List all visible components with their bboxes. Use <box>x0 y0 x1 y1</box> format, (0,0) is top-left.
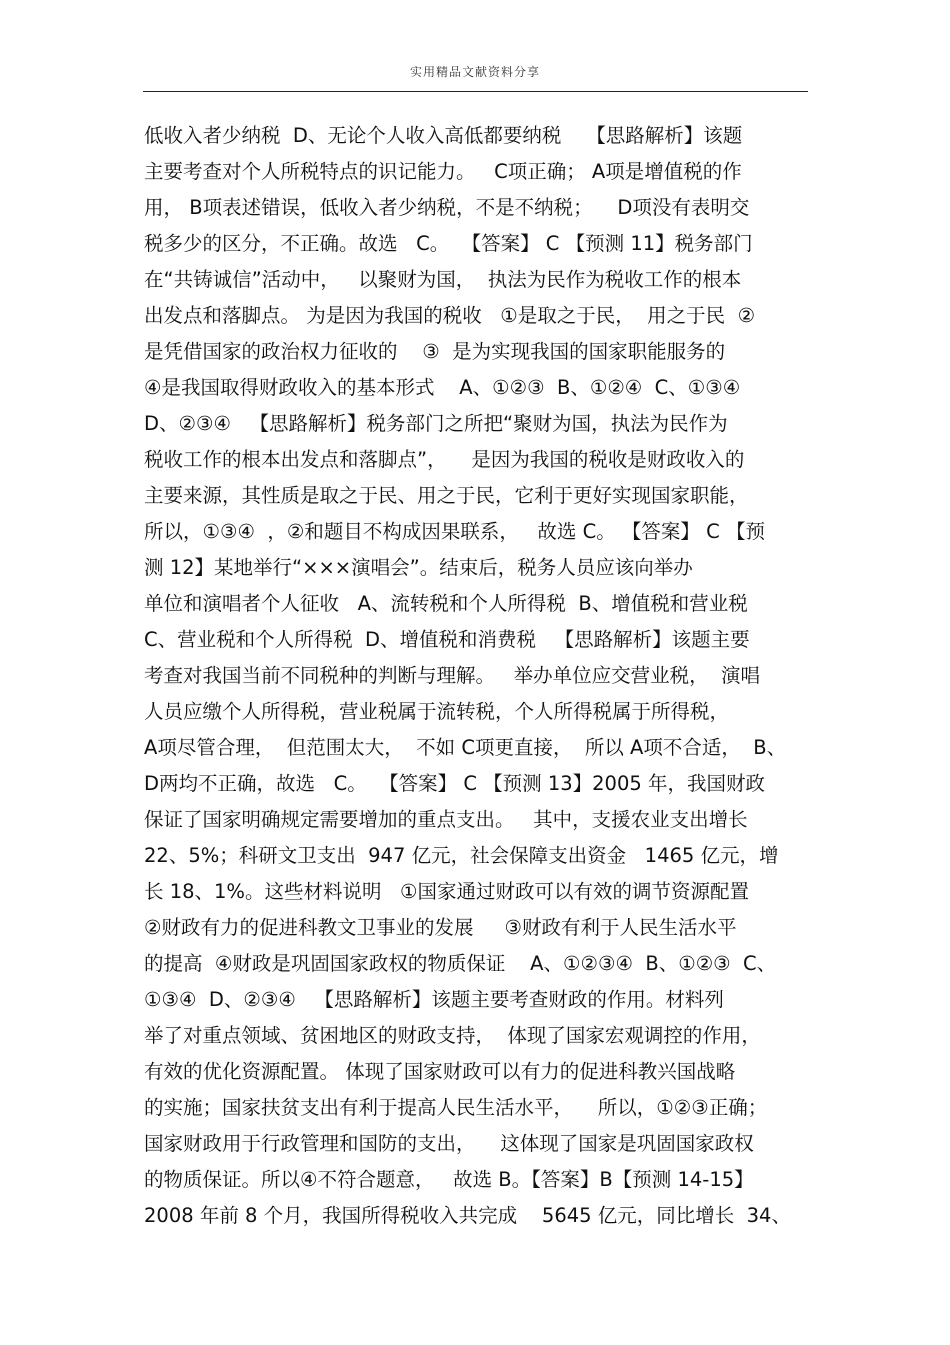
text-line: 的物质保证。所以④不符合题意， 故选 B。【答案】B【预测 14-15】 <box>144 1168 754 1191</box>
text-line: 在“共铸诚信”活动中， 以聚财为国， 执法为民作为税收工作的根本 <box>144 268 742 291</box>
text-line: 保证了国家明确规定需要增加的重点支出。 其中，支援农业支出增长 <box>144 808 748 831</box>
text-line: D、②③④ 【思路解析】税务部门之所把“聚财为国，执法为民作为 <box>144 412 728 435</box>
text-line: 测 12】某地举行“×××演唱会”。结束后，税务人员应该向举办 <box>144 556 693 579</box>
text-line: A项尽管合理， 但范围太大， 不如 C项更直接， 所以 A项不合适， B、 <box>144 736 787 759</box>
text-line: C、营业税和个人所得税 D、增值税和消费税 【思路解析】该题主要 <box>144 628 750 651</box>
text-line: 人员应缴个人所得税，营业税属于流转税，个人所得税属于所得税， <box>144 700 730 723</box>
text-line: 所以，①③④ ，②和题目不构成因果联系， 故选 C。 【答案】 C 【预 <box>144 520 765 543</box>
text-line: 主要考查对个人所税特点的识记能力。 C项正确； A项是增值税的作 <box>144 160 742 183</box>
text-line: 税多少的区分，不正确。故选 C。 【答案】 C 【预测 11】税务部门 <box>144 232 753 255</box>
text-line: 是凭借国家的政治权力征收的 ③ 是为实现我国的国家职能服务的 <box>144 340 726 363</box>
text-line: 单位和演唱者个人征收 A、流转税和个人所得税 B、增值税和营业税 <box>144 592 748 615</box>
text-line: 国家财政用于行政管理和国防的支出， 这体现了国家是巩固国家政权 <box>144 1132 754 1155</box>
text-line: 的提高 ④财政是巩固国家政权的物质保证 A、①②③④ B、①②③ C、 <box>144 952 777 975</box>
text-line: 主要来源，其性质是取之于民、用之于民，它利于更好实现国家职能， <box>144 484 749 507</box>
text-line: 低收入者少纳税 D、无论个人收入高低都要纳税 【思路解析】该题 <box>144 124 743 147</box>
text-line: 考查对我国当前不同税种的判断与理解。 举办单位应交营业税， 演唱 <box>144 664 760 687</box>
text-line: ②财政有力的促进科教文卫事业的发展 ③财政有利于人民生活水平 <box>144 916 737 939</box>
text-line: 的实施；国家扶贫支出有利于提高人民生活水平， 所以，①②③正确； <box>144 1096 768 1119</box>
page-header: 实用精品文献资料分享 <box>409 65 540 79</box>
text-line: 2008 年前 8 个月，我国所得税收入共完成 5645 亿元，同比增长 34、 <box>144 1204 791 1227</box>
text-line: D两均不正确，故选 C。 【答案】 C 【预测 13】2005 年，我国财政 <box>144 772 765 795</box>
header-divider <box>143 91 808 92</box>
text-line: 举了对重点领域、贫困地区的财政支持， 体现了国家宏观调控的作用， <box>144 1024 761 1047</box>
text-line: 有效的优化资源配置。 体现了国家财政可以有力的促进科教兴国战略 <box>144 1060 736 1083</box>
text-line: 用， B项表述错误，低收入者少纳税，不是不纳税； D项没有表明交 <box>144 196 750 219</box>
document-body <box>144 118 808 1234</box>
text-line: 税收工作的根本出发点和落脚点”， 是因为我国的税收是财政收入的 <box>144 448 745 471</box>
text-line: ①③④ D、②③④ 【思路解析】该题主要考查财政的作用。材料列 <box>144 988 724 1011</box>
text-line: 出发点和落脚点。 为是因为我国的税收 ①是取之于民， 用之于民 ② <box>144 304 756 327</box>
text-line: 22、5%；科研文卫支出 947 亿元，社会保障支出资金 1465 亿元，增 <box>144 844 779 867</box>
text-line: 长 18、1%。这些材料说明 ①国家通过财政可以有效的调节资源配置 <box>144 880 750 903</box>
text-line: ④是我国取得财政收入的基本形式 A、①②③ B、①②④ C、①③④ <box>144 376 741 399</box>
